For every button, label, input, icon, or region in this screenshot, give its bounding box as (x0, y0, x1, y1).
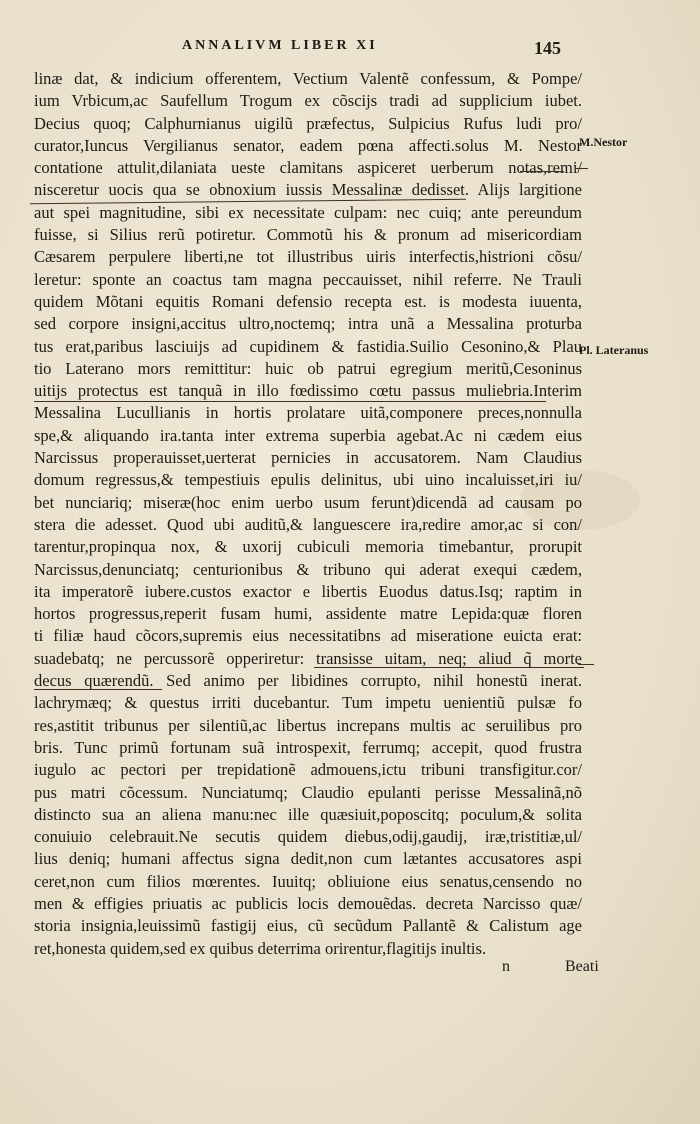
text-line: quidem Mõtani equitis Romani defensio recepta est. is modesta iuuenta, (34, 291, 582, 311)
margin-note-lateranus: Pl. Lateranus (579, 343, 649, 357)
text-line: storia insignia,leuissimũ fastigij eius, cũ secũdum Pallantẽ & Calistum age (34, 916, 582, 936)
underline-mark (520, 171, 564, 172)
text-line: contatione attulit,dilaniata ueste clamitans aspiceret uerberum notas,remi/ (34, 158, 582, 178)
text-line: Cæsarem perpulere liberti,ne tot illustribus uiris interfectis,histrioni cõsu/ (34, 247, 582, 267)
text-line: ret,honesta quidem,sed ex quibus deterrima orirentur,flagitijs inultis. (34, 938, 487, 958)
margin-dash-mark (576, 168, 588, 169)
text-line: nisceretur uocis qua se obnoxium iussis Messalinæ dedisset. Alijs largitione (34, 180, 582, 200)
text-line: ti filiæ haud cõcors,supremis eius necessitatibns ad miseratione euicta erat: (34, 626, 582, 646)
text-line: sed corpore insigni,accitus ultro,noctemq; intra unã a Messalina proturba (34, 314, 582, 334)
text-line: res,astitit tribunus per silentiũ,ac libertus increpans multis ac seruilibus pro (34, 715, 582, 735)
text-line: Decius quoq; Calphurnianus uigilũ præfectus, Sulpicius Rufus ludi pro/ (34, 113, 582, 133)
text-line: domum regressus,& tempestiuis epulis delinitus, ubi uino incaluisset,iri iu/ (34, 470, 582, 490)
text-line: lius deniq; humani affectus signa dedit,non cum lætantes accusatores aspi (34, 849, 582, 869)
text-line: uitijs protectus est tanquã in illo fœdissimo cœtu passus muliebria.Interim (34, 381, 582, 401)
text-line: Narcissus properauisset,uerterat pernicies in accusatorem. Nam Claudius (34, 448, 582, 468)
margin-note-nestor: M.Nestor (579, 135, 628, 149)
catchword: Beati (565, 958, 599, 975)
text-line: distincto sua an aliena manu:nec ille quæsiuit,poposcitq; poculum,& solita (34, 804, 582, 824)
text-line: bris. Tunc primũ fortunam suã introspexit, ferrumq; accepit, quod frustra (34, 737, 582, 757)
page-number: 145 (534, 38, 561, 58)
underline-mark (34, 401, 546, 402)
text-line: conuiuio celebrauit.Ne secutis quidem diebus,odij,gaudij, iræ,tristitiæ,ul/ (34, 827, 582, 847)
running-head: ANNALIVM LIBER XI (182, 38, 378, 53)
text-line: Narcissus,denunciatq; centurionibus & tribuno qui aderat exequi cædem, (34, 559, 582, 579)
text-line: linæ dat, & indicium offerentem, Vectium Valentẽ confessum, & Pompe/ (34, 69, 582, 88)
signature-mark: n (502, 958, 510, 975)
text-line: bet nunciariq; miseræ(hoc enim uerbo usum ferunt)dicendã ad causam po (34, 492, 582, 512)
text-line: decus quærendũ. Sed animo per libidines corrupto, nihil honestũ inerat. (34, 671, 582, 691)
text-line: iugulo ac pectori per trepidationẽ admouens,ictu tribuni transfigitur.cor/ (34, 760, 582, 780)
text-line: tus erat,paribus lasciuijs ad cupidinem & fastidia.Suilio Cesonino,& Plau (34, 336, 582, 356)
text-line: fuisse, si Silius rerũ potiretur. Commotũ his & pronum ad misericordiam (34, 225, 582, 245)
margin-dash-mark (578, 664, 594, 665)
text-line: ceret,non cum filios mœrentes. Iuuitq; obliuione eius senatus,censendo no (34, 871, 582, 891)
text-line: pus matri cõcessum. Nunciatumq; Claudio epulanti perisse Messalinã,nõ (34, 782, 582, 802)
text-line: tarentur,propinqua nox, & uxorij cubiculi memoria timebantur, prorupit (34, 537, 582, 557)
underline-mark (314, 667, 584, 668)
text-line: suadebatq; ne percussorẽ opperiretur: transisse uitam, neq; aliud q̃ morte (34, 648, 582, 668)
text-line: leretur: sponte an coactus tam magna peccauisset, nihil referre. Ne Trauli (34, 269, 582, 289)
text-line: stera die adesset. Quod ubi auditũ,& languescere ira,redire amor,ac si con/ (34, 514, 582, 534)
text-line: spe,& aliquando ira.tanta inter extrema superbia agebat.Ac ni cædem eius (34, 425, 582, 445)
underline-mark (34, 689, 162, 690)
text-line: ium Vrbicum,ac Saufellum Trogum ex cõscijs tradi ad supplicium iubet. (34, 91, 582, 111)
text-line: tio Laterano mors remittitur: huic ob patrui egregium meritũ,Cesoninus (34, 358, 582, 378)
text-line: men & effigies priuatis ac publicis locis demouẽdas. decreta Narcisso quæ/ (34, 893, 582, 913)
text-line: lachrymæq; & questus irriti ducebantur. Tum impetu uenientiũ pulsæ fo (34, 693, 582, 713)
text-line: ita imperatorẽ iubere.custos exactor e libertis Euodus datus.Isq; raptim in (34, 581, 582, 601)
text-line: aut spei magnitudine, sibi ex necessitate culpam: nec cuiq; ante pereundum (34, 202, 582, 222)
text-line: curator,Iuncus Vergilianus senator, eadem pœna affecti.solus M. Nestor (34, 135, 582, 155)
text-line: hortos progressus,reperit fusam humi, assidente matre Lepida:quæ floren (34, 604, 582, 624)
text-line: Messalina Lucullianis in hortis prolatare uitã,componere preces,nonnulla (34, 403, 582, 423)
